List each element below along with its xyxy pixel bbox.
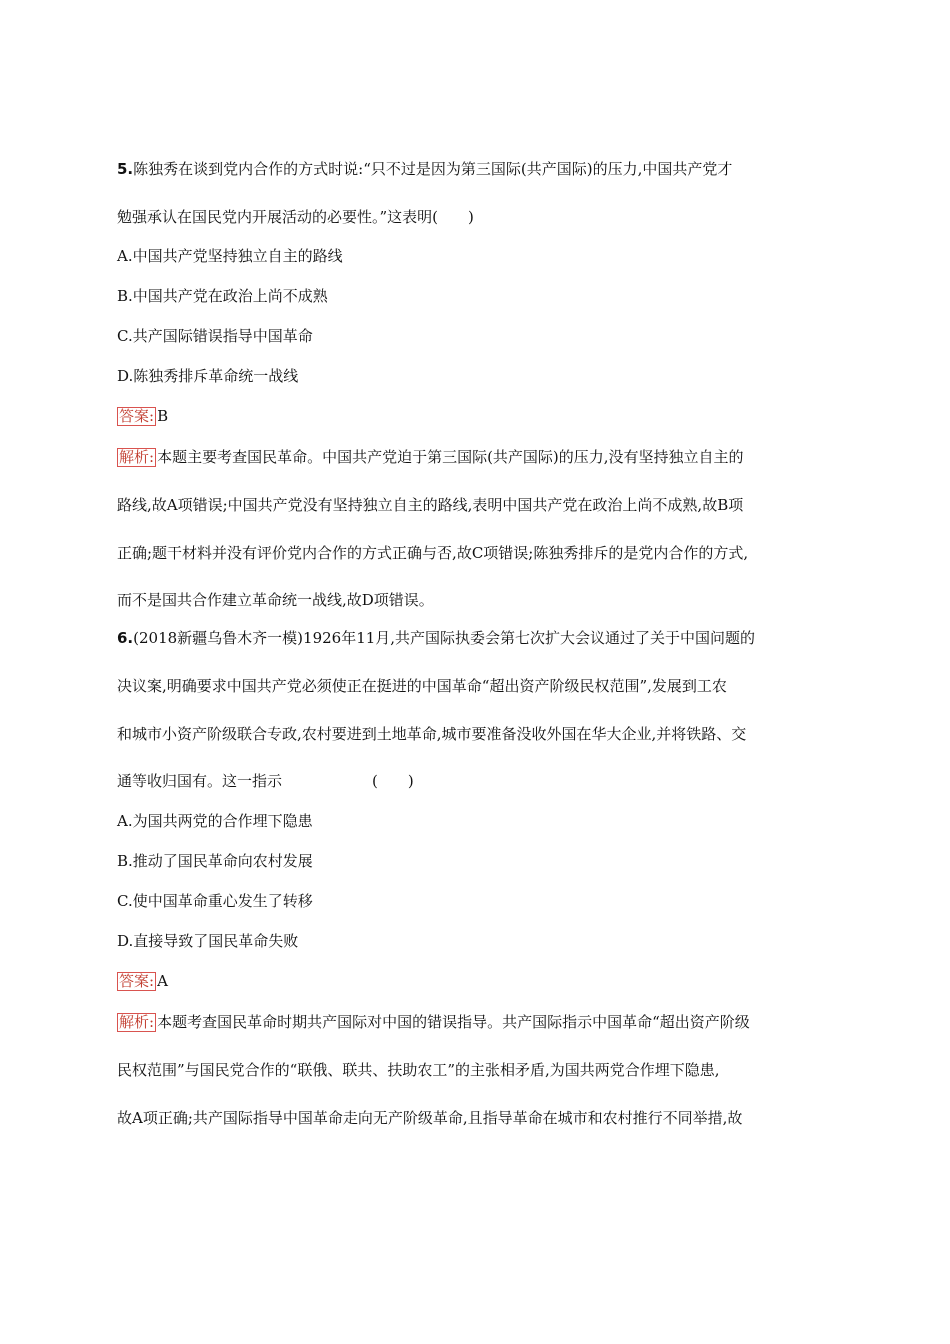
q6-analysis-label: 解析: [119,1013,155,1031]
q6-answer-value: A [157,972,168,990]
q6-stem-text-1: (2018新疆乌鲁木齐一模)1926年11月,共产国际执委会第七次扩大会议通过了关于中国问题的 [133,629,756,647]
q6-analysis-line-3: 故A项正确;共产国际指导中国革命走向无产阶级革命,且指导革命在城市和农村推行不同举措,故 [117,1109,743,1127]
q5-analysis-line-3: 正确;题干材料并没有评价党内合作的方式正确与否,故C项错误;陈独秀排斥的是党内合作的方式, [117,544,749,562]
q5-stem-line-1 [117,159,732,179]
q6-answer-blank: ( ) [372,772,414,790]
q5-answer-label: 答案: [119,407,155,425]
q5-option-d: D.陈独秀排斥革命统一战线 [117,367,299,385]
q5-answer-value: B [157,407,169,425]
q5-number: 5. [117,160,134,178]
q5-analysis-line-4: 而不是国共合作建立革命统一战线,故D项错误。 [117,591,434,609]
q6-analysis-line-1 [117,1012,750,1032]
q6-number: 6. [117,629,134,647]
q5-option-a: A.中国共产党坚持独立自主的路线 [117,247,343,265]
q6-stem-line-3: 和城市小资产阶级联合专政,农村要进到土地革命,城市要准备没收外国在华大企业,并将铁路、交 [117,725,747,743]
q5-option-c: C.共产国际错误指导中国革命 [117,327,313,345]
q5-stem-line-2: 勉强承认在国民党内开展活动的必要性。”这表明( ) [117,208,474,226]
q6-stem-text-4: 通等收归国有。这一指示 [117,772,283,790]
q6-option-d: D.直接导致了国民革命失败 [117,932,299,950]
q6-answer-label: 答案: [119,972,155,990]
q5-option-b: B.中国共产党在政治上尚不成熟 [117,287,328,305]
q5-analysis-line-2: 路线,故A项错误;中国共产党没有坚持独立自主的路线,表明中国共产党在政治上尚不成熟,故B项 [117,496,744,514]
q5-stem-text-1: 陈独秀在谈到党内合作的方式时说:“只不过是因为第三国际(共产国际)的压力,中国共产党才 [133,160,733,178]
q6-answer [117,971,168,991]
q6-option-a: A.为国共两党的合作埋下隐患 [117,812,313,830]
q5-answer [117,406,168,426]
q6-stem-line-4 [117,771,414,791]
q6-analysis-text-1: 本题考查国民革命时期共产国际对中国的错误指导。共产国际指示中国革命“超出资产阶级 [157,1013,750,1031]
q6-stem-line-1 [117,628,755,648]
q6-option-b: B.推动了国民革命向农村发展 [117,852,313,870]
q5-analysis-text-1: 本题主要考查国民革命。中国共产党迫于第三国际(共产国际)的压力,没有坚持独立自主的 [157,448,744,466]
q6-stem-line-2: 决议案,明确要求中国共产党必须使正在挺进的中国革命“超出资产阶级民权范围”,发展到工农 [117,677,727,695]
q5-analysis-line-1 [117,447,744,467]
q5-analysis-label: 解析: [119,448,155,466]
q6-option-c: C.使中国革命重心发生了转移 [117,892,313,910]
q6-analysis-line-2: 民权范围”与国民党合作的“联俄、联共、扶助农工”的主张相矛盾,为国共两党合作埋下隐患, [117,1061,720,1079]
